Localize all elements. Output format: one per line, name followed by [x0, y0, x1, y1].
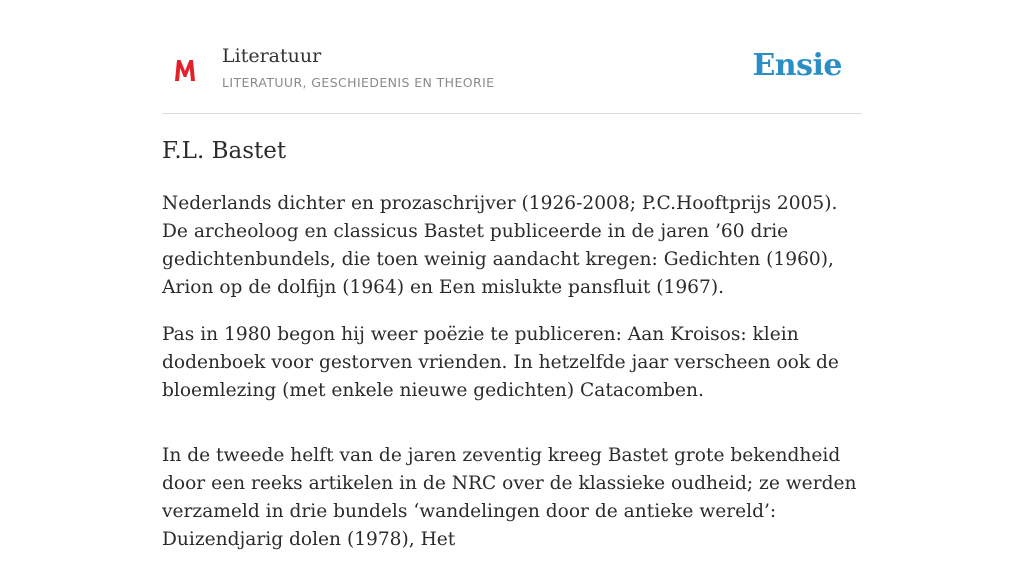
article-paragraph: Nederlands dichter en prozaschrijver (1926-2008; P.C.Hooftprijs 2005). De archeoloog en classicus Bastet publiceerde in de jaren ’60 drie gedichtenbundels, die toen weinig aandacht kregen: Gedichten (1960), Arion op de dolfijn (1964) en Een mislukte pansfluit (1967). — [162, 193, 838, 298]
article-body — [162, 190, 867, 573]
page-container — [162, 0, 862, 550]
article-title: F.L. Bastet — [162, 138, 287, 164]
header — [162, 0, 862, 114]
category-subtitle: LITERATUUR, GESCHIEDENIS EN THEORIE — [222, 75, 495, 90]
m-logo-icon[interactable] — [172, 56, 198, 84]
ensie-logo[interactable]: Ensie — [752, 48, 842, 83]
article-paragraph: Pas in 1980 begon hij weer poëzie te publiceren: Aan Kroisos: klein dodenboek voor gestorven vrienden. In hetzelfde jaar verscheen ook de bloemlezing (met enkele nieuwe gedichten) Catacomben. — [162, 324, 839, 401]
category-title[interactable]: Literatuur — [222, 45, 322, 67]
article-paragraph: In de tweede helft van de jaren zeventig kreeg Bastet grote bekendheid door een reeks artikelen in de NRC over de klassieke oudheid; ze werden verzameld in drie bundels ‘wandelingen door de antieke wereld’: Duizendjarig dolen (1978), Het — [162, 445, 857, 550]
